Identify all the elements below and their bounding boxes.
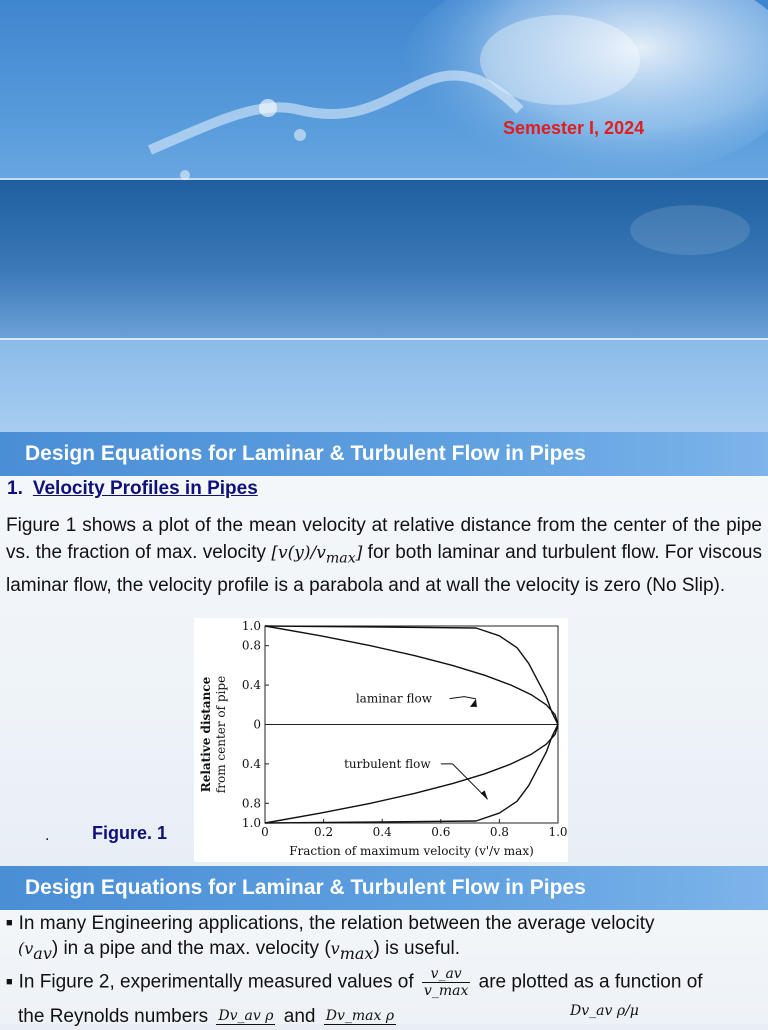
y-tick-label: 0.8	[241, 638, 261, 653]
figure-caption: Figure. 1	[92, 823, 168, 843]
header-banner	[0, 0, 768, 432]
bullet-square-icon: ■	[6, 975, 13, 988]
velocity-ratio-fraction: $\frac{v\_av}{v\_\max}$	[423, 966, 469, 999]
bullet-item-1-cont: $(v_{av})$ in a pipe and the max. velocity $(v_{max})$ is useful.	[18, 938, 461, 963]
paragraph-text-cont: for both laminar and turbulent flow. For viscous laminar flow, the velocity profile is a parabola and at wall the velocity is zero (No Slip).	[6, 542, 763, 597]
velocity-ratio-math: $[v(y)/v_{max}]$	[271, 543, 363, 567]
bullet-item-1: ■ In many Engineering applications, the relation between the average velocity	[6, 913, 655, 934]
y-tick-label: 1.0	[241, 619, 261, 633]
annotation-turbulent-flow: turbulent flow	[344, 756, 431, 771]
reynolds-label-partial: Dv_av ρ/μ	[570, 1003, 639, 1019]
y-axis-label-line2: from center of pipe	[214, 675, 228, 794]
turbulent-arrowhead	[481, 790, 488, 799]
x-tick-label: 0.8	[489, 825, 509, 839]
water-splash-graphic	[0, 0, 768, 432]
section-title-2: Design Equations for Laminar & Turbulent Flow in Pipes	[25, 876, 586, 899]
y-tick-label: 0.4	[241, 756, 261, 771]
reynolds-fraction-1: Dv_av ρ	[218, 1008, 274, 1025]
section-title-bar	[0, 432, 768, 476]
y-axis-label-line1: Relative distance	[199, 676, 213, 793]
bullet-square-icon: ■	[6, 917, 13, 929]
y-tick-label: 0.4	[241, 678, 261, 693]
reynolds-fraction-2: Dv_max ρ	[325, 1008, 395, 1025]
turbulent-leader-line	[441, 764, 488, 799]
subheading-number: 1.	[7, 478, 23, 499]
laminar-arrowhead	[470, 699, 477, 707]
velocity-profile-figure	[194, 618, 568, 862]
section-title: Design Equations for Laminar & Turbulent Flow in Pipes	[25, 442, 586, 465]
y-tick-label: 0.8	[241, 796, 261, 811]
y-tick-label: 0	[253, 717, 261, 732]
x-tick-label: 1.0	[548, 825, 568, 839]
x-tick-label: 0.2	[314, 825, 334, 839]
x-tick-label: 0.6	[431, 825, 451, 839]
y-tick-label: 1.0	[241, 816, 261, 830]
paragraph-text: Figure 1 shows a plot of the mean velocity at relative distance from the center of the pipe vs. the fraction of max. velocity	[6, 515, 762, 563]
body-paragraph	[6, 512, 762, 599]
section-title-bar-2	[0, 866, 768, 910]
bullet-item-2: ■ In Figure 2, experimentally measured values of $\frac{v\_av}{v\_\max}$ are plotted as a function of	[6, 966, 703, 999]
x-axis-label: Fraction of maximum velocity (v'/v max)	[289, 844, 534, 858]
semester-label: Semester I, 2024	[503, 118, 645, 138]
subheading	[7, 478, 258, 500]
velocity-profile-chart	[194, 618, 568, 862]
x-tick-label: 0.4	[372, 825, 392, 839]
subheading-text: Velocity Profiles in Pipes	[32, 478, 258, 499]
annotation-laminar-flow: laminar flow	[355, 691, 432, 706]
x-tick-label: 0	[261, 825, 269, 839]
laminar-leader-line	[450, 697, 476, 699]
bullet-item-3: the Reynolds numbers Dv_av ρ and Dv_max ρ	[18, 1006, 395, 1027]
stray-dot: .	[45, 828, 50, 844]
